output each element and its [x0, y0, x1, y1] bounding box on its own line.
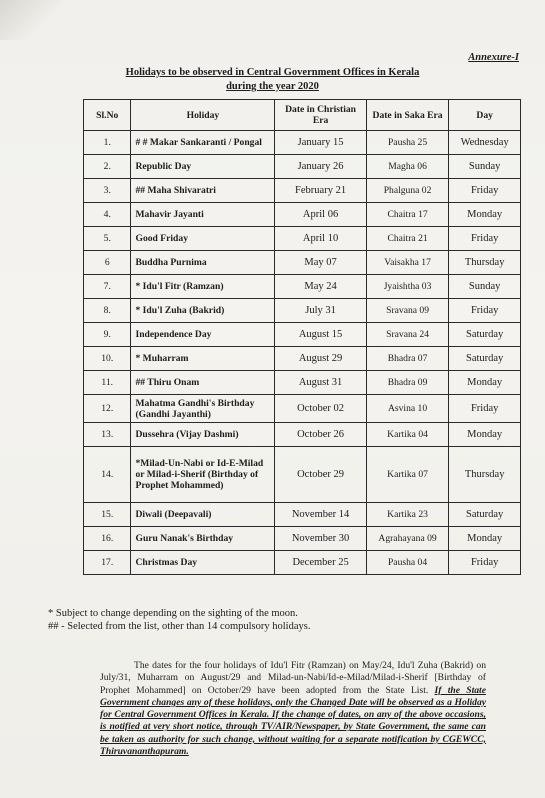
table-row — [84, 131, 521, 155]
header-saka-era: Date in Saka Era — [366, 100, 449, 131]
cell-holiday: Mahavir Jayanti — [131, 203, 275, 227]
page-fold-shadow — [0, 0, 60, 40]
paragraph-plain: The dates for the four holidays of Idu'l Fitr (Ramzan) on May/24, Idu'l Zuha (Bakrid) on July/31, Muharram on August/29 and Milad-un-Nabi/Id-e-Milad/Milad-i-Sherif [Birthday of Prophet Mohammed] on October/29 have been adopted from the State List. — [100, 660, 486, 696]
cell-saka-date: Chaitra 17 — [366, 203, 449, 227]
cell-christian-date: February 21 — [275, 179, 366, 203]
cell-slno: 15. — [84, 503, 131, 527]
cell-christian-date: April 06 — [275, 203, 366, 227]
cell-slno: 9. — [84, 323, 131, 347]
cell-saka-date: Pausha 04 — [366, 551, 449, 575]
cell-holiday: ## Thiru Onam — [131, 371, 275, 395]
cell-holiday: * Idu'l Zuha (Bakrid) — [131, 299, 275, 323]
cell-saka-date: Kartika 23 — [366, 503, 449, 527]
title-line-2: during the year 2020 — [226, 81, 319, 92]
cell-slno: 4. — [84, 203, 131, 227]
cell-christian-date: August 31 — [275, 371, 366, 395]
cell-saka-date: Vaisakha 17 — [366, 251, 449, 275]
header-slno: Sl.No — [84, 100, 131, 131]
cell-day: Monday — [449, 423, 521, 447]
table-row — [84, 155, 521, 179]
cell-slno: 13. — [84, 423, 131, 447]
cell-slno: 2. — [84, 155, 131, 179]
header-holiday: Holiday — [131, 100, 275, 131]
cell-day: Friday — [449, 551, 521, 575]
cell-day: Monday — [449, 203, 521, 227]
cell-christian-date: November 30 — [275, 527, 366, 551]
cell-saka-date: Kartika 07 — [366, 447, 449, 503]
table-row — [84, 347, 521, 371]
cell-holiday: # # Makar Sankaranti / Pongal — [131, 131, 275, 155]
cell-saka-date: Magha 06 — [366, 155, 449, 179]
cell-saka-date: Pausha 25 — [366, 131, 449, 155]
header-day: Day — [449, 100, 521, 131]
cell-holiday: Republic Day — [131, 155, 275, 179]
cell-slno: 16. — [84, 527, 131, 551]
cell-day: Saturday — [449, 503, 521, 527]
cell-christian-date: October 02 — [275, 395, 366, 423]
cell-christian-date: January 26 — [275, 155, 366, 179]
cell-christian-date: May 07 — [275, 251, 366, 275]
cell-slno: 12. — [84, 395, 131, 423]
cell-saka-date: Chaitra 21 — [366, 227, 449, 251]
cell-day: Monday — [449, 371, 521, 395]
cell-holiday: Guru Nanak's Birthday — [131, 527, 275, 551]
paragraph-emphasis: If the State Government changes any of these holidays, only the Changed Date will be observed as a Holiday for Central Government Offices in Kerala. If the change of dates, on any of the above occasions, is notified at very short notice, through TV/AIR/Newspaper, by State Government, the same can be taken as authority for such change, without waiting for a separate notification by CGEWCC, Thiruvananthapuram. — [100, 684, 486, 758]
cell-day: Monday — [449, 527, 521, 551]
cell-slno: 7. — [84, 275, 131, 299]
cell-christian-date: August 15 — [275, 323, 366, 347]
cell-christian-date: April 10 — [275, 227, 366, 251]
cell-day: Sunday — [449, 275, 521, 299]
cell-christian-date: August 29 — [275, 347, 366, 371]
cell-slno: 3. — [84, 179, 131, 203]
cell-saka-date: Asvina 10 — [366, 395, 449, 423]
cell-saka-date: Kartika 04 — [366, 423, 449, 447]
cell-saka-date: Bhadra 09 — [366, 371, 449, 395]
table-row — [84, 527, 521, 551]
table-row — [84, 423, 521, 447]
cell-christian-date: January 15 — [275, 131, 366, 155]
table-row — [84, 371, 521, 395]
cell-holiday: Mahatma Gandhi's Birthday (Gandhi Jayanthi) — [131, 395, 275, 423]
cell-holiday: Independence Day — [131, 323, 275, 347]
cell-holiday: Dussehra (Vijay Dashmi) — [131, 423, 275, 447]
cell-holiday: Christmas Day — [131, 551, 275, 575]
cell-christian-date: May 24 — [275, 275, 366, 299]
cell-christian-date: October 29 — [275, 447, 366, 503]
cell-slno: 5. — [84, 227, 131, 251]
footnotes — [48, 607, 310, 633]
cell-slno: 11. — [84, 371, 131, 395]
cell-day: Thursday — [449, 447, 521, 503]
cell-christian-date: December 25 — [275, 551, 366, 575]
cell-slno: 14. — [84, 447, 131, 503]
table-row — [84, 503, 521, 527]
table-row — [84, 323, 521, 347]
cell-slno: 17. — [84, 551, 131, 575]
cell-holiday: *Milad-Un-Nabi or Id-E-Milad or Milad-i-Sherif (Birthday of Prophet Mohammed) — [131, 447, 275, 503]
cell-day: Saturday — [449, 323, 521, 347]
cell-day: Thursday — [449, 251, 521, 275]
holiday-table — [83, 99, 521, 575]
cell-slno: 8. — [84, 299, 131, 323]
cell-day: Sunday — [449, 155, 521, 179]
cell-day: Wednesday — [449, 131, 521, 155]
explanatory-paragraph — [100, 660, 486, 758]
note-hash: ## - Selected from the list, other than 14 compulsory holidays. — [48, 621, 311, 632]
cell-holiday: Diwali (Deepavali) — [131, 503, 275, 527]
cell-slno: 10. — [84, 347, 131, 371]
title-line-1: Holidays to be observed in Central Government Offices in Kerala — [125, 67, 420, 78]
table-row — [84, 275, 521, 299]
annexure-label: Annexure-I — [468, 52, 519, 63]
cell-day: Friday — [449, 395, 521, 423]
cell-day: Friday — [449, 179, 521, 203]
cell-holiday: Buddha Purnima — [131, 251, 275, 275]
table-row — [84, 251, 521, 275]
header-christian-era: Date in Christian Era — [275, 100, 366, 131]
cell-christian-date: October 26 — [275, 423, 366, 447]
cell-holiday: ## Maha Shivaratri — [131, 179, 275, 203]
note-star: * Subject to change depending on the sighting of the moon. — [48, 608, 298, 619]
cell-saka-date: Jyaishtha 03 — [366, 275, 449, 299]
cell-holiday: * Muharram — [131, 347, 275, 371]
cell-day: Friday — [449, 299, 521, 323]
table-row — [84, 299, 521, 323]
cell-saka-date: Bhadra 07 — [366, 347, 449, 371]
table-header-row — [84, 100, 521, 131]
table-row — [84, 447, 521, 503]
cell-christian-date: November 14 — [275, 503, 366, 527]
cell-day: Friday — [449, 227, 521, 251]
cell-slno: 1. — [84, 131, 131, 155]
table-row — [84, 227, 521, 251]
cell-saka-date: Phalguna 02 — [366, 179, 449, 203]
table-row — [84, 179, 521, 203]
table-row — [84, 551, 521, 575]
table-row — [84, 395, 521, 423]
cell-day: Saturday — [449, 347, 521, 371]
cell-saka-date: Sravana 09 — [366, 299, 449, 323]
cell-christian-date: July 31 — [275, 299, 366, 323]
cell-holiday: Good Friday — [131, 227, 275, 251]
cell-saka-date: Sravana 24 — [366, 323, 449, 347]
cell-slno: 6 — [84, 251, 131, 275]
table-body — [84, 131, 521, 575]
cell-saka-date: Agrahayana 09 — [366, 527, 449, 551]
document-title — [0, 66, 545, 94]
table-row — [84, 203, 521, 227]
cell-holiday: * Idu'l Fitr (Ramzan) — [131, 275, 275, 299]
